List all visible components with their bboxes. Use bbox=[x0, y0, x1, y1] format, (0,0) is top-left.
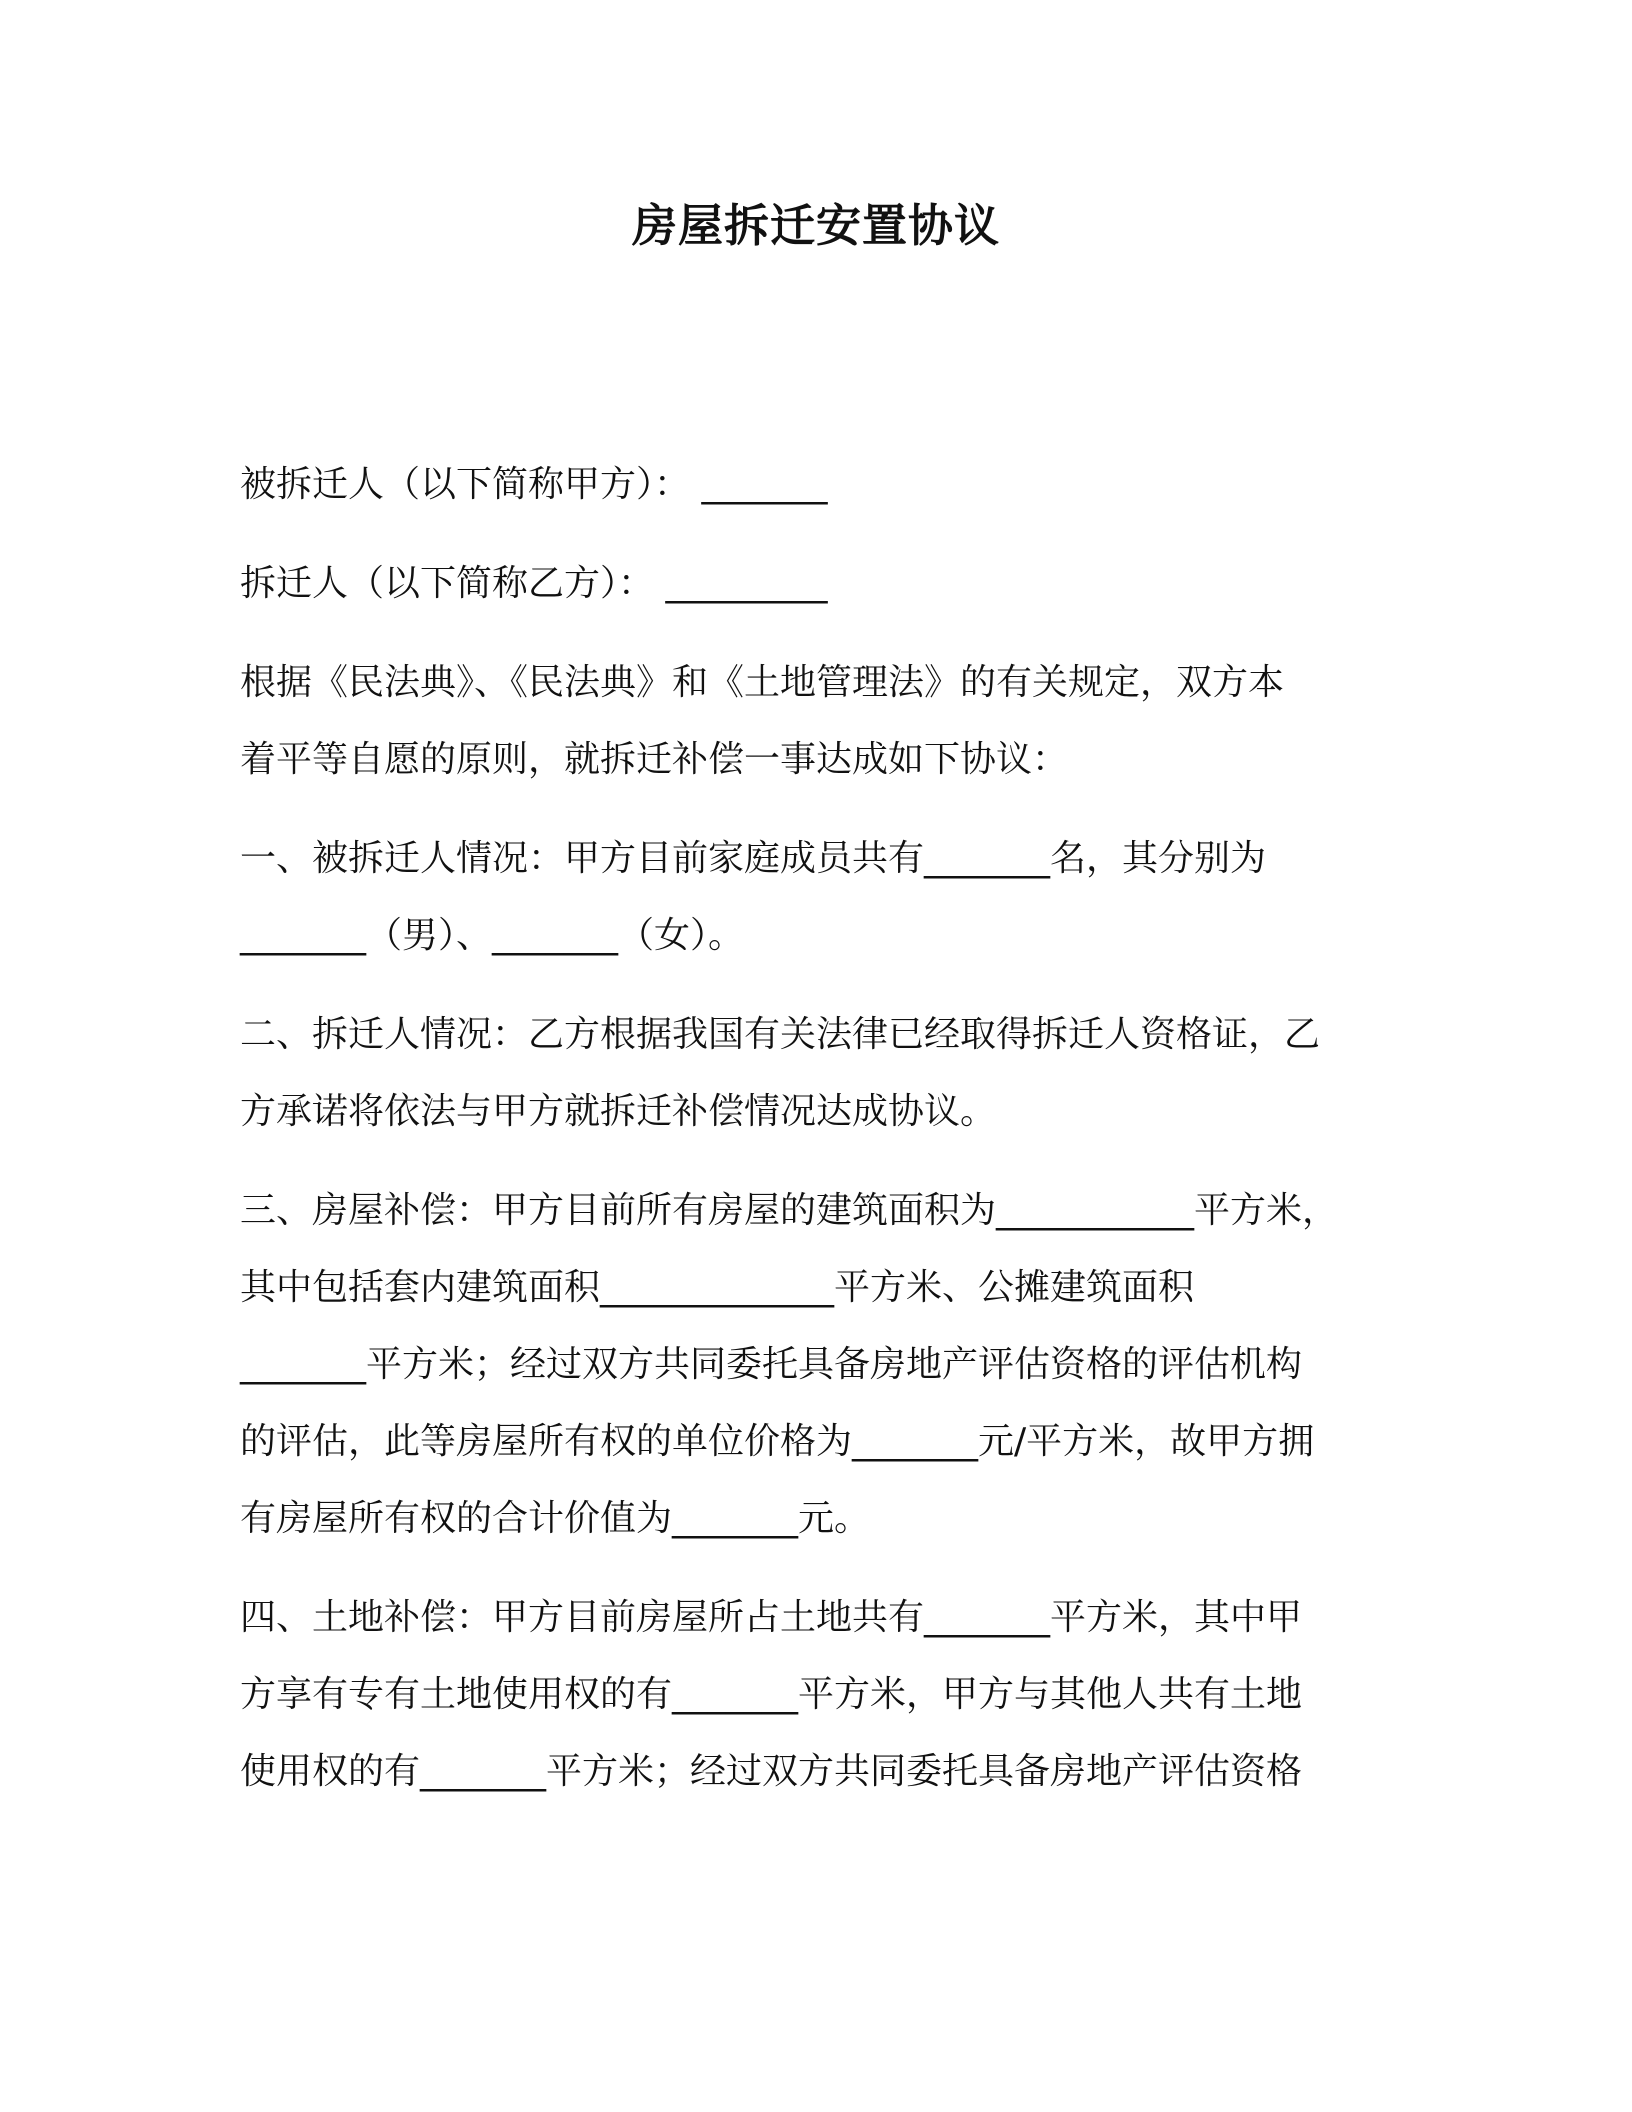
text-line: _______（男）、_______（女）。 bbox=[240, 915, 745, 956]
clause-3-paragraph bbox=[240, 1172, 1400, 1557]
text-line: 着平等自愿的原则，就拆迁补偿一事达成如下协议： bbox=[240, 739, 1069, 780]
preamble-paragraph bbox=[240, 644, 1400, 798]
text-line: 其中包括套内建筑面积_____________平方米、公摊建筑面积 bbox=[240, 1267, 1195, 1308]
clause-4-paragraph bbox=[240, 1579, 1400, 1810]
document-body bbox=[240, 446, 1400, 1810]
text-line: 一、被拆迁人情况：甲方目前家庭成员共有_______名，其分别为 bbox=[240, 838, 1267, 879]
text-line: 使用权的有_______平方米；经过双方共同委托具备房地产评估资格 bbox=[240, 1751, 1303, 1792]
text-line: 根据《民法典》、《民法典》和《土地管理法》的有关规定，双方本 bbox=[240, 662, 1285, 703]
text-line: 三、房屋补偿：甲方目前所有房屋的建筑面积为___________平方米， bbox=[240, 1190, 1339, 1231]
clause-1-paragraph bbox=[240, 820, 1400, 974]
text-line: 的评估，此等房屋所有权的单位价格为_______元/平方米，故甲方拥 bbox=[240, 1421, 1315, 1462]
text-line: 四、土地补偿：甲方目前房屋所占土地共有_______平方米，其中甲 bbox=[240, 1597, 1303, 1638]
text-line: 方承诺将依法与甲方就拆迁补偿情况达成协议。 bbox=[240, 1091, 997, 1132]
party-b-line bbox=[240, 545, 1400, 622]
document-title: 房屋拆迁安置协议 bbox=[631, 199, 1000, 252]
text-line: 被拆迁人（以下简称甲方）： _______ bbox=[240, 464, 828, 505]
text-line: 拆迁人（以下简称乙方）： _________ bbox=[240, 563, 828, 604]
party-a-line bbox=[240, 446, 1400, 523]
text-line: 方享有专有土地使用权的有_______平方米，甲方与其他人共有土地 bbox=[240, 1674, 1303, 1715]
text-line: 二、拆迁人情况：乙方根据我国有关法律已经取得拆迁人资格证，乙 bbox=[240, 1014, 1321, 1055]
text-line: _______平方米；经过双方共同委托具备房地产评估资格的评估机构 bbox=[240, 1344, 1303, 1385]
text-line: 有房屋所有权的合计价值为_______元。 bbox=[240, 1498, 871, 1539]
clause-2-paragraph bbox=[240, 996, 1400, 1150]
